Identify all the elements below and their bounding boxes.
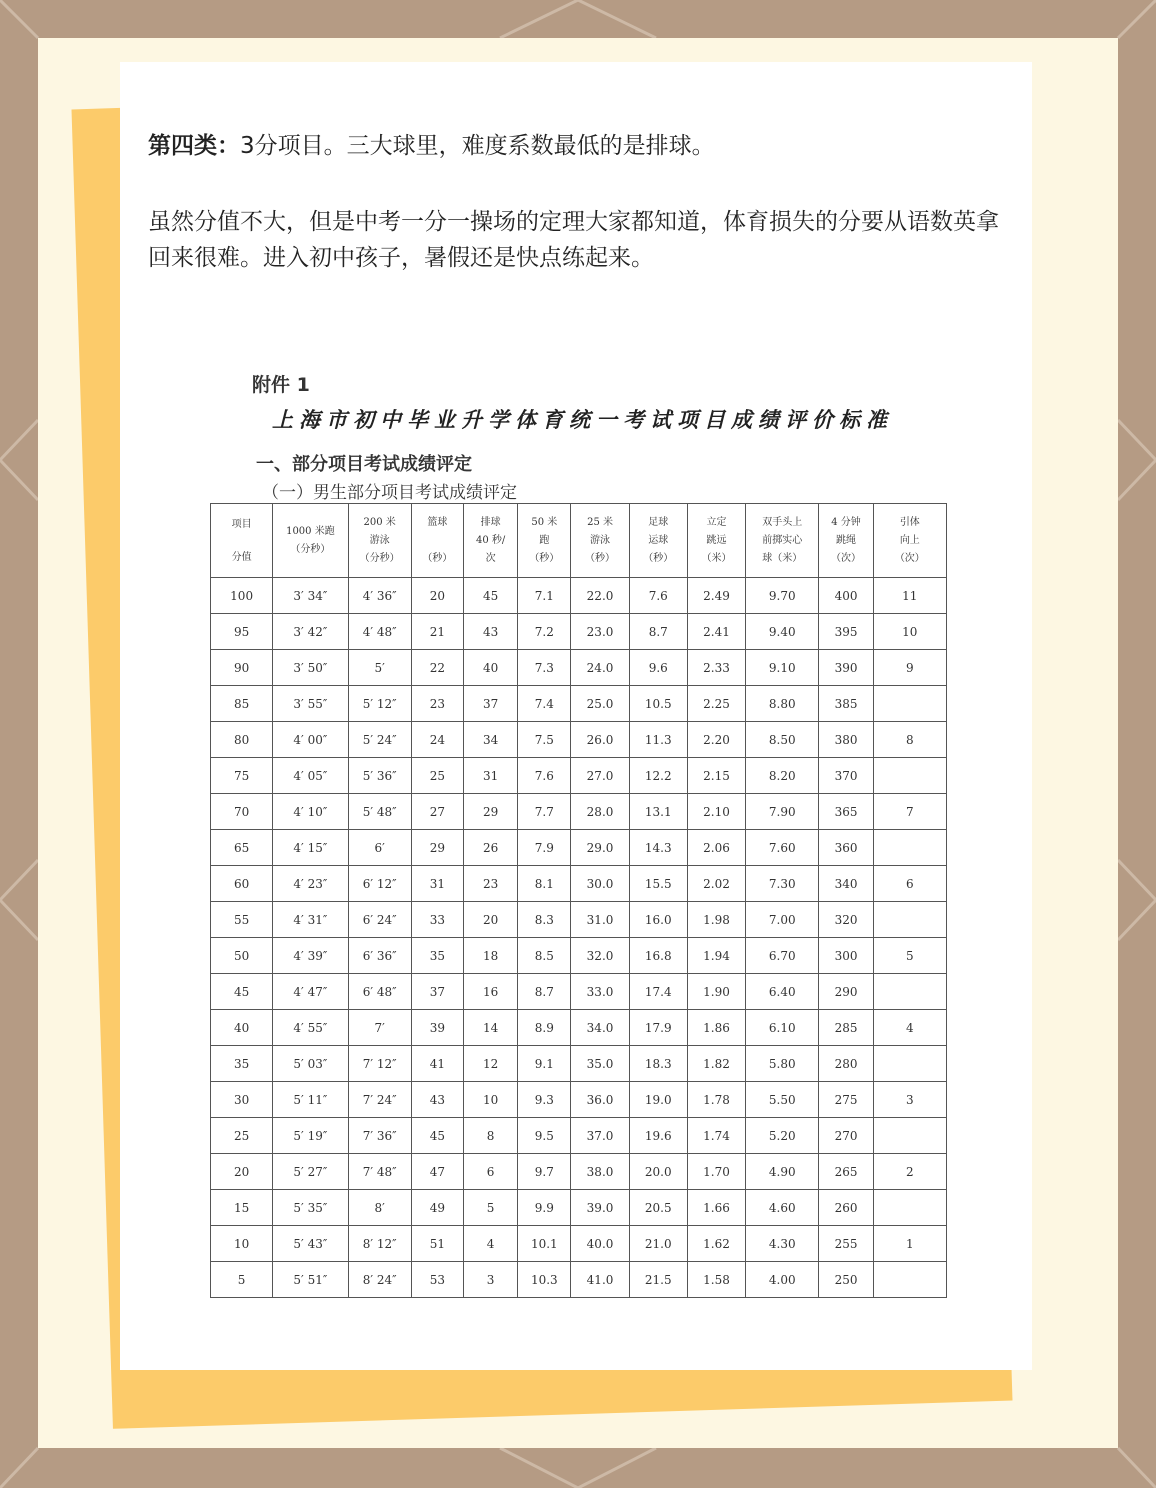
value-cell: 1.98 <box>687 902 745 938</box>
value-cell: 7.2 <box>518 614 571 650</box>
value-cell: 4.90 <box>746 1154 819 1190</box>
value-cell: 22.0 <box>571 578 629 614</box>
value-cell: 49 <box>411 1190 463 1226</box>
value-cell: 5′ 03″ <box>273 1046 348 1082</box>
value-cell: 8.80 <box>746 686 819 722</box>
header-cell: 双手头上 前掷实心 球（米） <box>746 504 819 578</box>
value-cell: 33.0 <box>571 974 629 1010</box>
value-cell <box>873 686 946 722</box>
intro-category-label: 第四类： <box>148 133 240 159</box>
value-cell: 400 <box>819 578 873 614</box>
value-cell: 1.74 <box>687 1118 745 1154</box>
value-cell: 8.7 <box>629 614 687 650</box>
value-cell: 16.0 <box>629 902 687 938</box>
table-row <box>211 1010 947 1046</box>
value-cell: 2.10 <box>687 794 745 830</box>
value-cell: 7′ 48″ <box>348 1154 411 1190</box>
value-cell: 6 <box>464 1154 518 1190</box>
value-cell: 7.6 <box>518 758 571 794</box>
value-cell: 7.30 <box>746 866 819 902</box>
value-cell: 7′ 36″ <box>348 1118 411 1154</box>
value-cell: 7.7 <box>518 794 571 830</box>
value-cell: 1.86 <box>687 1010 745 1046</box>
table-row <box>211 722 947 758</box>
value-cell: 5.50 <box>746 1082 819 1118</box>
value-cell: 3 <box>873 1082 946 1118</box>
value-cell: 45 <box>411 1118 463 1154</box>
score-cell: 70 <box>211 794 273 830</box>
value-cell: 9.7 <box>518 1154 571 1190</box>
value-cell: 8.5 <box>518 938 571 974</box>
value-cell: 31 <box>464 758 518 794</box>
score-cell: 15 <box>211 1190 273 1226</box>
value-cell: 33 <box>411 902 463 938</box>
value-cell: 2.02 <box>687 866 745 902</box>
value-cell: 4.60 <box>746 1190 819 1226</box>
value-cell: 10.3 <box>518 1262 571 1298</box>
value-cell: 6 <box>873 866 946 902</box>
value-cell: 4 <box>873 1010 946 1046</box>
value-cell: 380 <box>819 722 873 758</box>
value-cell: 11.3 <box>629 722 687 758</box>
value-cell: 9.70 <box>746 578 819 614</box>
table-row <box>211 866 947 902</box>
header-cell: 200 米 游泳 （分秒） <box>348 504 411 578</box>
value-cell: 7.5 <box>518 722 571 758</box>
value-cell: 8 <box>873 722 946 758</box>
value-cell: 6′ 24″ <box>348 902 411 938</box>
value-cell: 10.1 <box>518 1226 571 1262</box>
value-cell: 8.20 <box>746 758 819 794</box>
value-cell: 5′ 48″ <box>348 794 411 830</box>
value-cell: 275 <box>819 1082 873 1118</box>
value-cell: 7.1 <box>518 578 571 614</box>
value-cell: 15.5 <box>629 866 687 902</box>
score-cell: 10 <box>211 1226 273 1262</box>
score-cell: 65 <box>211 830 273 866</box>
value-cell: 45 <box>464 578 518 614</box>
value-cell: 260 <box>819 1190 873 1226</box>
value-cell: 39.0 <box>571 1190 629 1226</box>
value-cell: 4′ 48″ <box>348 614 411 650</box>
value-cell: 26 <box>464 830 518 866</box>
score-cell: 20 <box>211 1154 273 1190</box>
value-cell: 8 <box>464 1118 518 1154</box>
value-cell <box>873 974 946 1010</box>
header-cell: 1000 米跑 （分秒） <box>273 504 348 578</box>
header-cell: 排球 40 秒/ 次 <box>464 504 518 578</box>
value-cell: 16.8 <box>629 938 687 974</box>
intro-paragraph-1 <box>148 128 1008 164</box>
value-cell: 34 <box>464 722 518 758</box>
value-cell: 22 <box>411 650 463 686</box>
value-cell: 4′ 39″ <box>273 938 348 974</box>
value-cell: 5′ 24″ <box>348 722 411 758</box>
value-cell: 20.0 <box>629 1154 687 1190</box>
value-cell: 36.0 <box>571 1082 629 1118</box>
score-cell: 50 <box>211 938 273 974</box>
value-cell: 7.3 <box>518 650 571 686</box>
value-cell: 6′ 36″ <box>348 938 411 974</box>
table-row <box>211 1046 947 1082</box>
value-cell <box>873 902 946 938</box>
value-cell: 4′ 10″ <box>273 794 348 830</box>
value-cell: 395 <box>819 614 873 650</box>
score-cell: 90 <box>211 650 273 686</box>
table-row <box>211 578 947 614</box>
value-cell: 250 <box>819 1262 873 1298</box>
value-cell <box>873 1190 946 1226</box>
value-cell: 24.0 <box>571 650 629 686</box>
value-cell: 6′ <box>348 830 411 866</box>
value-cell: 2.15 <box>687 758 745 794</box>
score-cell: 80 <box>211 722 273 758</box>
value-cell: 2.33 <box>687 650 745 686</box>
value-cell: 4′ 15″ <box>273 830 348 866</box>
value-cell: 5′ 27″ <box>273 1154 348 1190</box>
value-cell: 41.0 <box>571 1262 629 1298</box>
value-cell: 43 <box>464 614 518 650</box>
value-cell: 19.0 <box>629 1082 687 1118</box>
value-cell: 9 <box>873 650 946 686</box>
value-cell <box>873 1262 946 1298</box>
value-cell: 5′ 11″ <box>273 1082 348 1118</box>
header-cell: 篮球 （秒） <box>411 504 463 578</box>
table-row <box>211 1190 947 1226</box>
value-cell: 1.58 <box>687 1262 745 1298</box>
value-cell: 29 <box>464 794 518 830</box>
value-cell: 5′ 12″ <box>348 686 411 722</box>
value-cell: 14 <box>464 1010 518 1046</box>
table-body <box>211 578 947 1298</box>
value-cell: 24 <box>411 722 463 758</box>
value-cell: 30.0 <box>571 866 629 902</box>
value-cell: 1.66 <box>687 1190 745 1226</box>
value-cell: 2.20 <box>687 722 745 758</box>
value-cell: 5 <box>464 1190 518 1226</box>
header-cell: 4 分钟 跳绳 （次） <box>819 504 873 578</box>
value-cell: 280 <box>819 1046 873 1082</box>
intro-text <box>148 128 1008 276</box>
subsection-heading: （一）男生部分项目考试成绩评定 <box>262 483 517 503</box>
value-cell: 5 <box>873 938 946 974</box>
value-cell: 290 <box>819 974 873 1010</box>
value-cell: 26.0 <box>571 722 629 758</box>
value-cell: 1 <box>873 1226 946 1262</box>
value-cell: 320 <box>819 902 873 938</box>
value-cell: 4′ 36″ <box>348 578 411 614</box>
header-corner-item: 项目 <box>231 519 252 530</box>
value-cell: 11 <box>873 578 946 614</box>
value-cell: 31.0 <box>571 902 629 938</box>
value-cell: 41 <box>411 1046 463 1082</box>
header-corner-score: 分值 <box>231 552 252 563</box>
value-cell: 4′ 05″ <box>273 758 348 794</box>
value-cell: 4 <box>464 1226 518 1262</box>
value-cell: 5′ 19″ <box>273 1118 348 1154</box>
value-cell: 7.9 <box>518 830 571 866</box>
value-cell: 2.25 <box>687 686 745 722</box>
value-cell: 40 <box>464 650 518 686</box>
table-row <box>211 830 947 866</box>
value-cell: 6.70 <box>746 938 819 974</box>
value-cell: 47 <box>411 1154 463 1190</box>
value-cell: 25.0 <box>571 686 629 722</box>
value-cell: 4′ 23″ <box>273 866 348 902</box>
value-cell: 255 <box>819 1226 873 1262</box>
value-cell <box>873 1046 946 1082</box>
value-cell: 370 <box>819 758 873 794</box>
header-cell: 25 米 游泳 （秒） <box>571 504 629 578</box>
value-cell: 5.20 <box>746 1118 819 1154</box>
document-title: 上海市初中毕业升学体育统一考试项目成绩评价标准 <box>272 407 893 432</box>
value-cell: 23 <box>464 866 518 902</box>
value-cell: 3′ 34″ <box>273 578 348 614</box>
value-cell: 37 <box>411 974 463 1010</box>
value-cell: 5′ 35″ <box>273 1190 348 1226</box>
score-cell: 100 <box>211 578 273 614</box>
value-cell: 9.9 <box>518 1190 571 1226</box>
value-cell: 9.6 <box>629 650 687 686</box>
value-cell: 5.80 <box>746 1046 819 1082</box>
table-row <box>211 1154 947 1190</box>
value-cell: 8.1 <box>518 866 571 902</box>
value-cell: 37.0 <box>571 1118 629 1154</box>
value-cell <box>873 830 946 866</box>
value-cell: 53 <box>411 1262 463 1298</box>
value-cell: 27.0 <box>571 758 629 794</box>
value-cell: 5′ 51″ <box>273 1262 348 1298</box>
value-cell: 1.70 <box>687 1154 745 1190</box>
value-cell: 6′ 12″ <box>348 866 411 902</box>
value-cell: 29 <box>411 830 463 866</box>
score-cell: 85 <box>211 686 273 722</box>
value-cell: 9.1 <box>518 1046 571 1082</box>
value-cell: 37 <box>464 686 518 722</box>
score-cell: 60 <box>211 866 273 902</box>
value-cell: 1.62 <box>687 1226 745 1262</box>
value-cell: 1.94 <box>687 938 745 974</box>
value-cell: 1.90 <box>687 974 745 1010</box>
value-cell: 19.6 <box>629 1118 687 1154</box>
value-cell: 7.4 <box>518 686 571 722</box>
value-cell <box>873 1118 946 1154</box>
value-cell: 39 <box>411 1010 463 1046</box>
value-cell: 2 <box>873 1154 946 1190</box>
table-row <box>211 1118 947 1154</box>
value-cell: 1.78 <box>687 1082 745 1118</box>
value-cell: 6′ 48″ <box>348 974 411 1010</box>
value-cell: 8′ <box>348 1190 411 1226</box>
table-row <box>211 902 947 938</box>
value-cell: 5′ <box>348 650 411 686</box>
value-cell: 270 <box>819 1118 873 1154</box>
value-cell: 265 <box>819 1154 873 1190</box>
value-cell: 285 <box>819 1010 873 1046</box>
intro-category-text: 3分项目。三大球里，难度系数最低的是排球。 <box>240 133 715 159</box>
score-cell: 75 <box>211 758 273 794</box>
header-cell: 立定 跳远 （米） <box>687 504 745 578</box>
table-row <box>211 686 947 722</box>
value-cell: 8.50 <box>746 722 819 758</box>
table-row <box>211 938 947 974</box>
value-cell: 4′ 47″ <box>273 974 348 1010</box>
table-row <box>211 974 947 1010</box>
value-cell: 21 <box>411 614 463 650</box>
value-cell: 32.0 <box>571 938 629 974</box>
value-cell: 6.40 <box>746 974 819 1010</box>
value-cell: 7′ <box>348 1010 411 1046</box>
value-cell: 29.0 <box>571 830 629 866</box>
value-cell: 27 <box>411 794 463 830</box>
value-cell: 9.3 <box>518 1082 571 1118</box>
value-cell: 7.90 <box>746 794 819 830</box>
value-cell: 12.2 <box>629 758 687 794</box>
table-row <box>211 758 947 794</box>
value-cell: 8.9 <box>518 1010 571 1046</box>
value-cell: 23.0 <box>571 614 629 650</box>
value-cell: 17.4 <box>629 974 687 1010</box>
score-cell: 55 <box>211 902 273 938</box>
value-cell: 385 <box>819 686 873 722</box>
value-cell: 4.00 <box>746 1262 819 1298</box>
table-header-row <box>211 504 947 578</box>
value-cell <box>873 758 946 794</box>
value-cell: 34.0 <box>571 1010 629 1046</box>
value-cell: 16 <box>464 974 518 1010</box>
value-cell: 5′ 43″ <box>273 1226 348 1262</box>
header-cell: 50 米 跑 （秒） <box>518 504 571 578</box>
value-cell: 35.0 <box>571 1046 629 1082</box>
value-cell: 9.10 <box>746 650 819 686</box>
value-cell: 7.6 <box>629 578 687 614</box>
value-cell: 31 <box>411 866 463 902</box>
value-cell: 5′ 36″ <box>348 758 411 794</box>
value-cell: 23 <box>411 686 463 722</box>
value-cell: 14.3 <box>629 830 687 866</box>
table-row <box>211 614 947 650</box>
value-cell: 8′ 12″ <box>348 1226 411 1262</box>
value-cell: 51 <box>411 1226 463 1262</box>
score-cell: 5 <box>211 1262 273 1298</box>
value-cell: 365 <box>819 794 873 830</box>
score-table <box>210 503 947 1298</box>
value-cell: 2.49 <box>687 578 745 614</box>
table-row <box>211 1082 947 1118</box>
value-cell: 13.1 <box>629 794 687 830</box>
value-cell: 20 <box>411 578 463 614</box>
value-cell: 390 <box>819 650 873 686</box>
value-cell: 3′ 42″ <box>273 614 348 650</box>
value-cell: 12 <box>464 1046 518 1082</box>
value-cell: 10 <box>464 1082 518 1118</box>
intro-paragraph-2: 虽然分值不大，但是中考一分一操场的定理大家都知道，体育损失的分要从语数英拿回来很难。进入初中孩子，暑假还是快点练起来。 <box>148 209 999 271</box>
header-cell: 足球 运球 （秒） <box>629 504 687 578</box>
value-cell: 2.06 <box>687 830 745 866</box>
value-cell: 28.0 <box>571 794 629 830</box>
score-cell: 30 <box>211 1082 273 1118</box>
value-cell: 9.5 <box>518 1118 571 1154</box>
value-cell: 10 <box>873 614 946 650</box>
value-cell: 3 <box>464 1262 518 1298</box>
value-cell: 7.00 <box>746 902 819 938</box>
value-cell: 35 <box>411 938 463 974</box>
value-cell: 21.5 <box>629 1262 687 1298</box>
value-cell: 8.3 <box>518 902 571 938</box>
value-cell: 9.40 <box>746 614 819 650</box>
value-cell: 20.5 <box>629 1190 687 1226</box>
value-cell: 3′ 55″ <box>273 686 348 722</box>
value-cell: 360 <box>819 830 873 866</box>
value-cell: 20 <box>464 902 518 938</box>
value-cell: 43 <box>411 1082 463 1118</box>
value-cell: 38.0 <box>571 1154 629 1190</box>
value-cell: 40.0 <box>571 1226 629 1262</box>
value-cell: 4′ 00″ <box>273 722 348 758</box>
value-cell: 17.9 <box>629 1010 687 1046</box>
score-cell: 95 <box>211 614 273 650</box>
table-row <box>211 1262 947 1298</box>
value-cell: 21.0 <box>629 1226 687 1262</box>
value-cell: 8.7 <box>518 974 571 1010</box>
score-cell: 25 <box>211 1118 273 1154</box>
value-cell: 300 <box>819 938 873 974</box>
header-cell: 引体 向上 （次） <box>873 504 946 578</box>
value-cell: 1.82 <box>687 1046 745 1082</box>
table-row <box>211 794 947 830</box>
score-cell: 35 <box>211 1046 273 1082</box>
table-row <box>211 650 947 686</box>
value-cell: 18.3 <box>629 1046 687 1082</box>
value-cell: 4.30 <box>746 1226 819 1262</box>
value-cell: 7′ 12″ <box>348 1046 411 1082</box>
value-cell: 7.60 <box>746 830 819 866</box>
section-heading: 一、部分项目考试成绩评定 <box>256 454 472 475</box>
table-row <box>211 1226 947 1262</box>
header-corner <box>211 504 273 578</box>
value-cell: 3′ 50″ <box>273 650 348 686</box>
value-cell: 8′ 24″ <box>348 1262 411 1298</box>
value-cell: 4′ 31″ <box>273 902 348 938</box>
value-cell: 6.10 <box>746 1010 819 1046</box>
attachment-label: 附件 1 <box>252 374 310 396</box>
value-cell: 25 <box>411 758 463 794</box>
score-cell: 45 <box>211 974 273 1010</box>
value-cell: 10.5 <box>629 686 687 722</box>
value-cell: 2.41 <box>687 614 745 650</box>
score-cell: 40 <box>211 1010 273 1046</box>
value-cell: 7 <box>873 794 946 830</box>
value-cell: 18 <box>464 938 518 974</box>
value-cell: 7′ 24″ <box>348 1082 411 1118</box>
value-cell: 4′ 55″ <box>273 1010 348 1046</box>
value-cell: 340 <box>819 866 873 902</box>
